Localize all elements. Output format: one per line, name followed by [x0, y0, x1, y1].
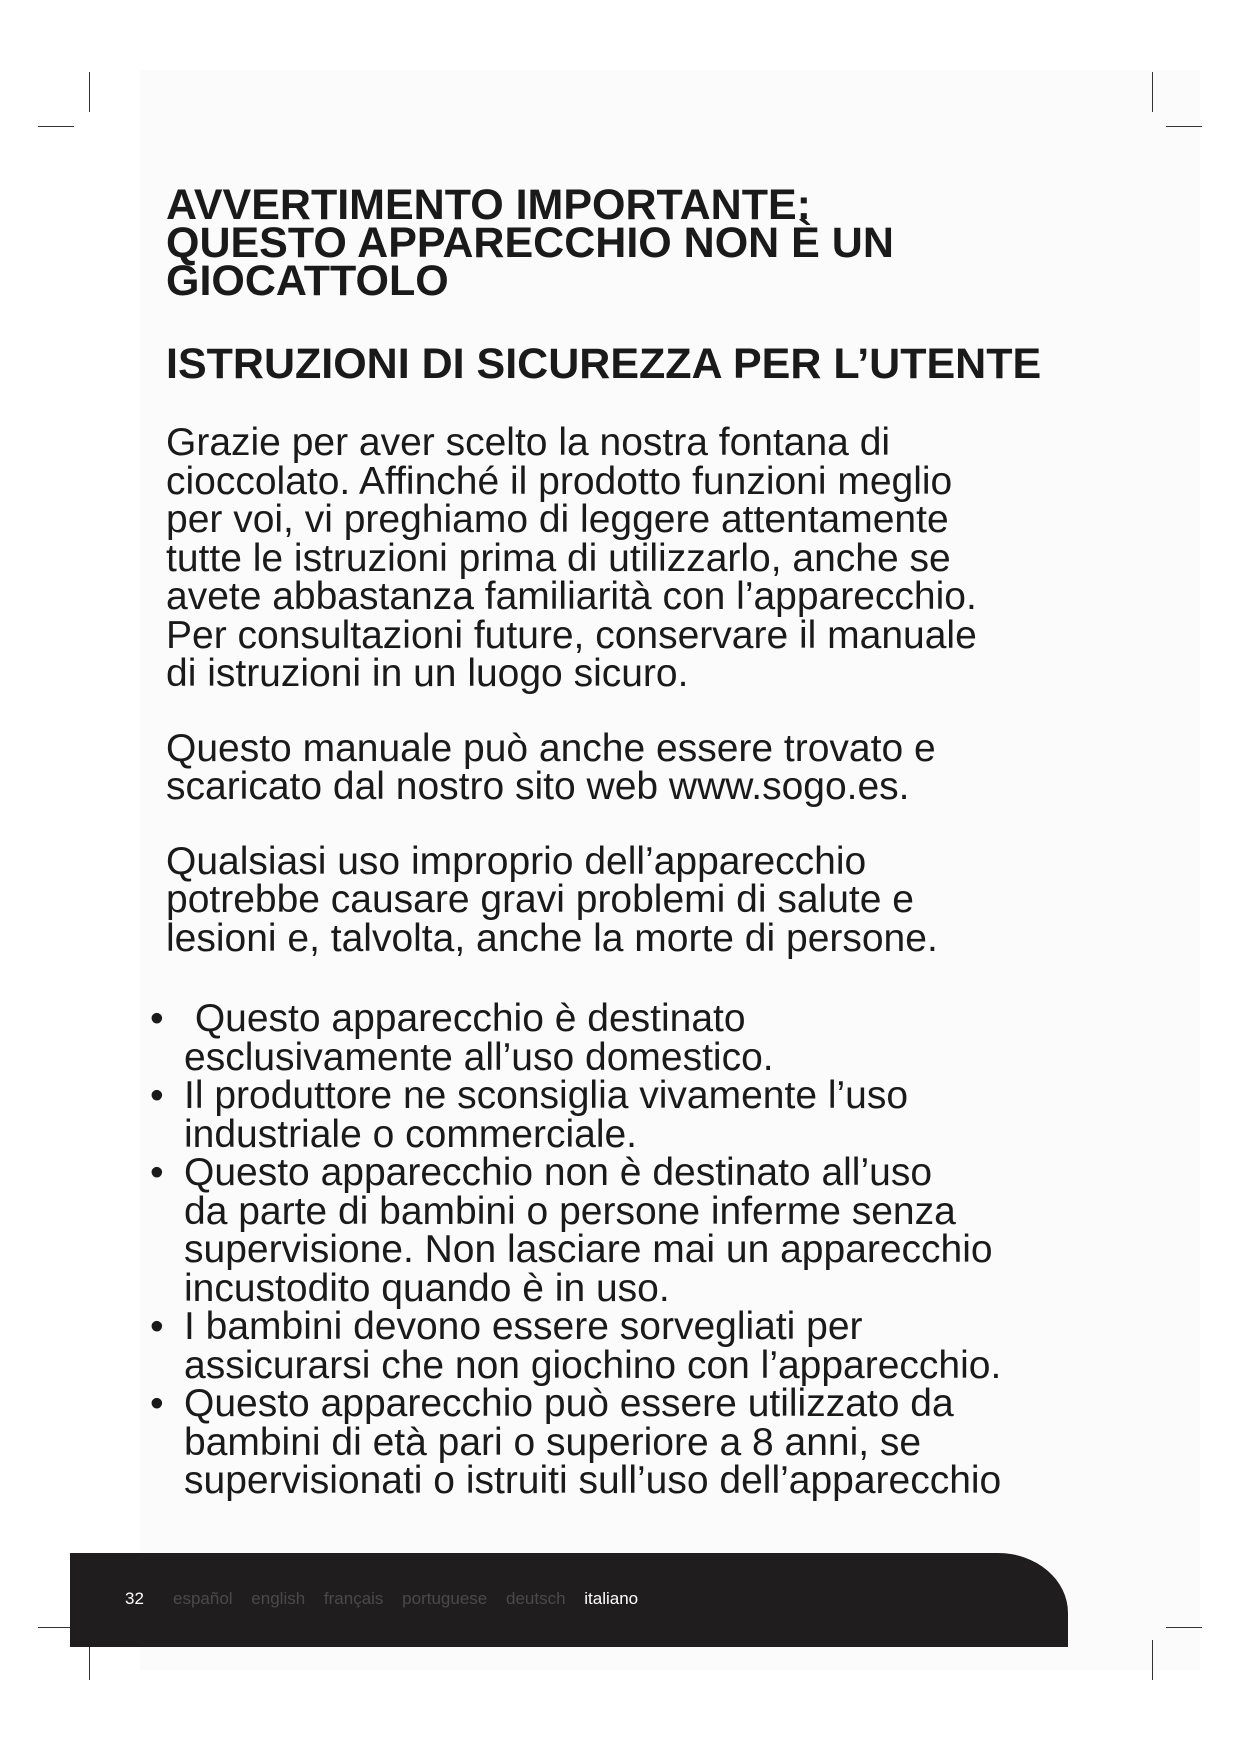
crop-mark-top-left-vertical [89, 72, 90, 112]
safety-instructions-heading: ISTRUZIONI DI SICUREZZA PER L’UTENTE [166, 340, 1042, 388]
crop-mark-bottom-right-horizontal [1166, 1627, 1202, 1628]
bullet-line: Questo apparecchio è destinato [184, 997, 746, 1040]
intro-paragraph [166, 421, 1126, 695]
language-link-deutsch[interactable]: deutsch [505, 1589, 566, 1608]
bullet-icon: • [150, 997, 164, 1040]
list-item [150, 997, 1150, 1079]
language-link-portuguese[interactable]: portuguese [402, 1589, 488, 1608]
main-content [166, 181, 1126, 960]
crop-mark-top-right-vertical [1152, 72, 1153, 112]
bullet-line: supervisione. Non lasciare mai un apparecchio [184, 1228, 993, 1271]
bullet-line: Il produttore ne sconsiglia vivamente l’uso [184, 1074, 909, 1117]
bullet-line: Questo apparecchio può essere utilizzato da [184, 1382, 954, 1425]
bullet-line: assicurarsi che non giochino con l’apparecchio. [184, 1343, 1002, 1387]
paragraph-line: di istruzioni in un luogo sicuro. [166, 652, 689, 695]
list-item [150, 1074, 1150, 1156]
bullet-line: Questo apparecchio non è destinato all’uso [184, 1151, 933, 1194]
list-item [150, 1382, 1150, 1502]
page-number: 32 [125, 1589, 144, 1608]
paragraph-line: cioccolato. Affinché il prodotto funzioni meglio [166, 459, 953, 503]
misuse-warning-paragraph [166, 839, 1126, 960]
list-item [150, 1151, 1150, 1310]
important-warning-heading [166, 181, 1126, 305]
language-nav [173, 1589, 652, 1609]
heading-line: GIOCATTOLO [166, 257, 449, 305]
page-footer [70, 1553, 1068, 1647]
paragraph-line: Per consultazioni future, conservare il manuale [166, 613, 977, 657]
crop-mark-top-right-horizontal [1166, 126, 1202, 127]
paragraph-line: per voi, vi preghiamo di leggere attentamente [166, 498, 949, 541]
bullet-icon: • [150, 1074, 164, 1117]
heading-line: AVVERTIMENTO IMPORTANTE: [166, 181, 811, 229]
paragraph-line: avete abbastanza familiarità con l’apparecchio. [166, 575, 977, 618]
paragraph-line: Grazie per aver scelto la nostra fontana di [166, 421, 891, 464]
paragraph-line: Qualsiasi uso improprio dell’apparecchio [166, 839, 867, 883]
paragraph-line: potrebbe causare gravi problemi di salute e [166, 878, 914, 921]
paragraph-line: scaricato dal nostro sito web www.sogo.es. [166, 765, 910, 808]
bullet-icon: • [150, 1305, 164, 1348]
crop-mark-bottom-right-vertical [1152, 1640, 1153, 1680]
crop-mark-top-left-horizontal [38, 126, 74, 127]
bullet-line: da parte di bambini o persone inferme senza [184, 1189, 956, 1233]
list-item [150, 1305, 1150, 1387]
crop-mark-bottom-left-horizontal [38, 1627, 74, 1628]
language-link-italiano[interactable]: italiano [584, 1589, 639, 1608]
bullet-line: incustodito quando è in uso. [184, 1266, 670, 1310]
bullet-line: industriale o commerciale. [184, 1112, 638, 1156]
heading-line: QUESTO APPARECCHIO NON È UN [166, 219, 894, 267]
paragraph-line: lesioni e, talvolta, anche la morte di persone. [166, 916, 938, 960]
bullet-line: I bambini devono essere sorvegliati per [184, 1305, 863, 1348]
language-link-francais[interactable]: français [323, 1589, 384, 1608]
language-link-english[interactable]: english [251, 1589, 306, 1608]
bullet-icon: • [150, 1382, 164, 1425]
bullet-line: bambini di età pari o superiore a 8 anni, se [184, 1420, 922, 1464]
bullet-line: esclusivamente all’uso domestico. [184, 1035, 774, 1079]
bullet-icon: • [150, 1151, 164, 1194]
language-link-espanol[interactable]: español [173, 1589, 233, 1608]
paragraph-line: tutte le istruzioni prima di utilizzarlo, anche se [166, 536, 951, 580]
safety-bullet-list [150, 997, 1150, 1502]
bullet-line: supervisionati o istruiti sull’uso dell’apparecchio [184, 1459, 1002, 1502]
download-paragraph [166, 726, 1126, 808]
paragraph-line: Questo manuale può anche essere trovato e [166, 726, 936, 770]
